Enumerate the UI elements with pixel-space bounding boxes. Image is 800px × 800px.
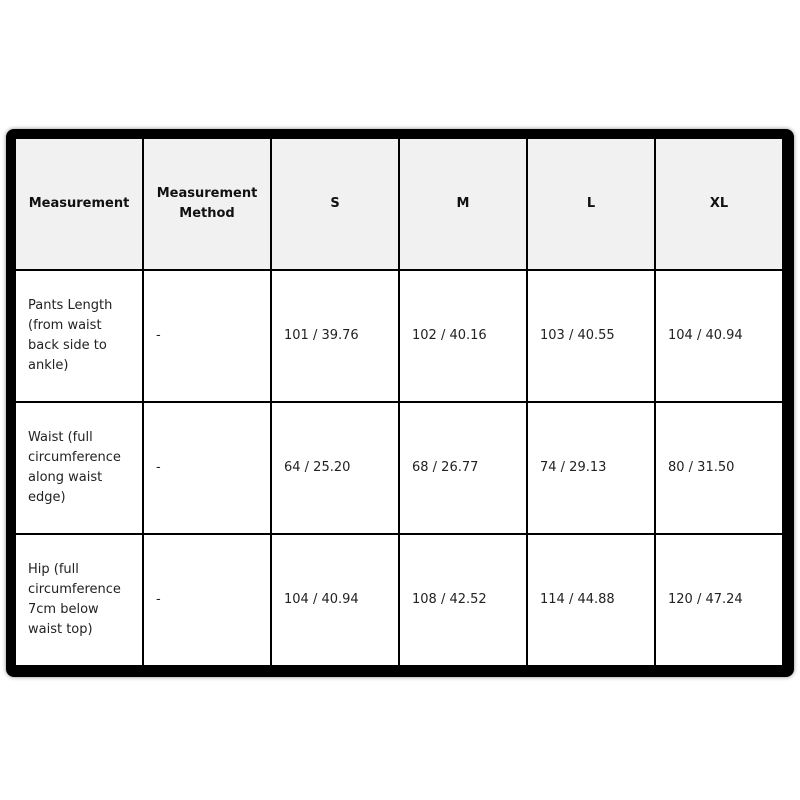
measurement-cell: Hip (full circumference 7cm below waist top) — [15, 534, 143, 666]
header-measurement-method: Measurement Method — [143, 138, 271, 270]
size-l-cell: 114 / 44.88 — [527, 534, 655, 666]
size-s-cell: 101 / 39.76 — [271, 270, 399, 402]
header-row — [15, 138, 783, 270]
size-m-cell: 102 / 40.16 — [399, 270, 527, 402]
header-size-l: L — [527, 138, 655, 270]
size-xl-cell: 120 / 47.24 — [655, 534, 783, 666]
header-size-s: S — [271, 138, 399, 270]
table-row — [15, 534, 783, 666]
header-measurement: Measurement — [15, 138, 143, 270]
size-l-cell: 103 / 40.55 — [527, 270, 655, 402]
size-xl-cell: 80 / 31.50 — [655, 402, 783, 534]
size-xl-cell: 104 / 40.94 — [655, 270, 783, 402]
method-cell: - — [143, 402, 271, 534]
method-cell: - — [143, 270, 271, 402]
size-m-cell: 68 / 26.77 — [399, 402, 527, 534]
method-cell: - — [143, 534, 271, 666]
header-size-xl: XL — [655, 138, 783, 270]
size-chart-table — [14, 137, 784, 667]
size-s-cell: 64 / 25.20 — [271, 402, 399, 534]
table-row — [15, 270, 783, 402]
measurement-cell: Waist (full circumference along waist edge) — [15, 402, 143, 534]
size-l-cell: 74 / 29.13 — [527, 402, 655, 534]
header-size-m: M — [399, 138, 527, 270]
table-row — [15, 402, 783, 534]
size-s-cell: 104 / 40.94 — [271, 534, 399, 666]
measurement-cell: Pants Length (from waist back side to ankle) — [15, 270, 143, 402]
size-m-cell: 108 / 42.52 — [399, 534, 527, 666]
